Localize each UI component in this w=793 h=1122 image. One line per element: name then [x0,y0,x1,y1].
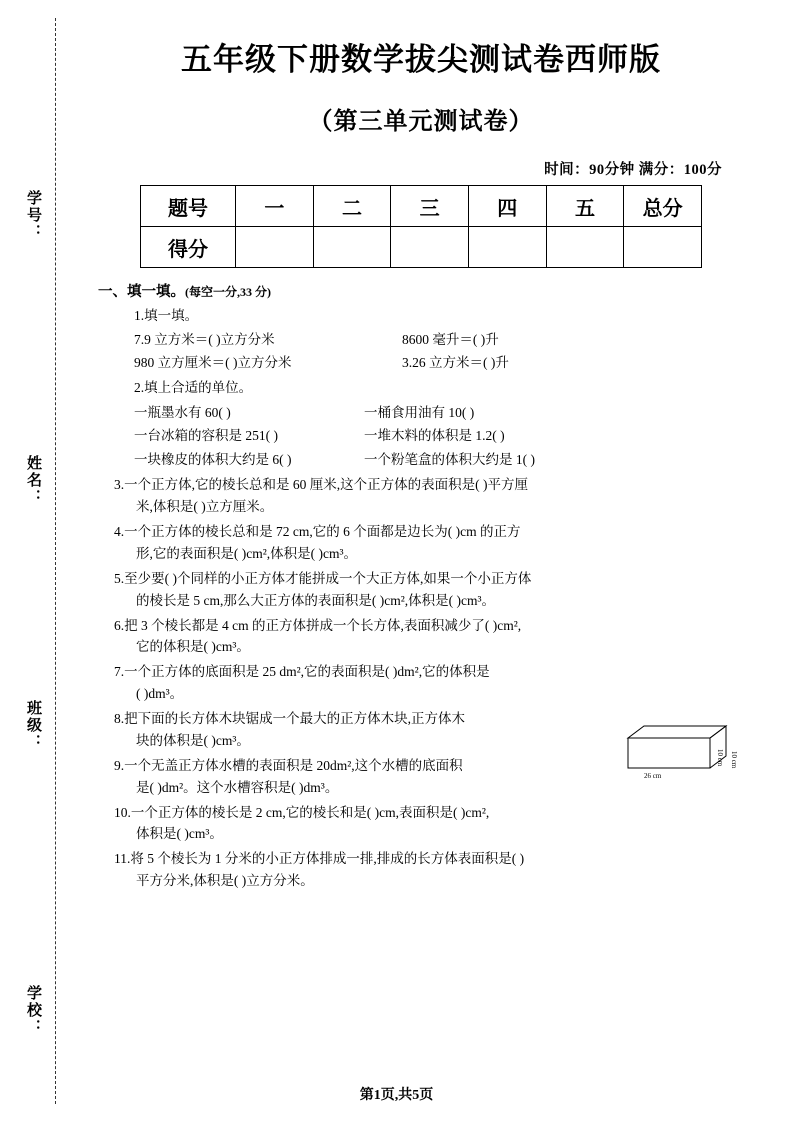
question-10 [114,802,756,846]
question-2-item: 一台冰箱的容积是 251( ) [134,428,278,444]
side-label-student-id: 学号： [25,190,41,241]
score-table-cell: 三 [391,186,469,227]
question-4-line-1: 4.一个正方体的棱长总和是 72 cm,它的 6 个面都是边长为( )cm 的正方 [114,524,521,540]
question-4 [114,521,756,565]
question-1-item: 8600 毫升＝( )升 [402,331,499,347]
question-7 [114,661,756,705]
score-table-cell: 一 [236,186,314,227]
figure-bottom-label: 26 cm [644,772,662,780]
page-footer: 第1页,共5页 [359,1088,434,1103]
question-8-line-1: 8.把下面的长方体木块锯成一个最大的正方体木块,正方体木 [114,711,465,727]
side-label-school: 学校： [25,985,41,1036]
page-subtitle: （第三单元测试卷） [308,109,534,135]
question-6 [114,615,756,659]
table-row [141,186,702,227]
question-2-item: 一桶食用油有 10( ) [364,404,475,420]
question-11 [114,848,756,892]
question-1-label: 1.填一填。 [134,308,199,323]
question-1-row-1 [134,329,756,352]
question-11-line-1: 11.将 5 个棱长为 1 分米的小正方体排成一排,排成的长方体表面积是( ) [114,851,525,867]
figure-right-label: 10 cm [730,750,738,768]
side-label-name: 姓名： [25,455,41,506]
question-5-line-1: 5.至少要( )个同样的小正方体才能拼成一个大正方体,如果一个小正方体 [114,570,532,586]
question-1-item: 7.9 立方米＝( )立方分米 [134,331,275,347]
question-1-row-2 [134,352,756,375]
side-label-class: 班级： [25,700,41,751]
score-input-cell[interactable] [624,227,702,268]
question-8-line-2: 块的体积是( )cm³。 [136,732,250,748]
question-1-item: 980 立方厘米＝( )立方分米 [134,354,292,370]
question-2-item: 一瓶墨水有 60( ) [134,404,231,420]
question-2-row-2 [134,424,756,448]
question-9-line-2: 是( )dm²。这个水槽容积是( )dm³。 [136,779,339,795]
section-heading-text: 一、填一填。 [98,284,185,300]
question-3-line-2: 米,体积是( )立方厘米。 [136,499,274,515]
score-table-cell: 题号 [141,186,236,227]
question-9-line-1: 9.一个无盖正方体水槽的表面积是 20dm²,这个水槽的底面积 [114,757,463,773]
question-10-line-2: 体积是( )cm³。 [136,826,223,842]
question-2-label: 2.填上合适的单位。 [134,379,253,395]
score-input-cell[interactable] [391,227,469,268]
fold-line-decoration [55,18,56,1104]
question-6-line-1: 6.把 3 个棱长都是 4 cm 的正方体拼成一个长方体,表面积减少了( )cm², [114,617,522,633]
figure-right-label-2: 10 cm [716,748,724,766]
question-5 [114,568,756,612]
question-4-line-2: 形,它的表面积是( )cm²,体积是( )cm³。 [136,546,358,562]
question-5-line-2: 的棱长是 5 cm,那么大正方体的表面积是( )cm²,体积是( )cm³。 [136,592,496,608]
page-content [86,0,756,895]
score-table-cell: 五 [546,186,624,227]
cuboid-figure [624,722,738,780]
question-10-line-1: 10.一个正方体的棱长是 2 cm,它的棱长和是( )cm,表面积是( )cm², [114,804,490,820]
page-title: 五年级下册数学拔尖测试卷西师版 [181,42,661,77]
score-input-cell[interactable] [313,227,391,268]
score-input-cell[interactable] [546,227,624,268]
question-2-item: 一块橡皮的体积大约是 6( ) [134,451,292,467]
score-table [140,185,702,268]
score-table-cell: 总分 [624,186,702,227]
question-11-line-2: 平方分米,体积是( )立方分米。 [136,873,314,889]
question-6-line-2: 它的体积是( )cm³。 [136,639,250,655]
exam-meta: 时间：90分钟 满分：100分 [544,162,722,178]
score-table-cell: 得分 [141,227,236,268]
question-7-line-2: ( )dm³。 [136,686,184,702]
question-3 [114,474,756,518]
section-heading-one [98,280,756,301]
question-2-item: 一堆木料的体积是 1.2( ) [364,428,505,444]
table-row [141,227,702,268]
question-1-item: 3.26 立方米＝( )升 [402,354,509,370]
question-3-line-1: 3.一个正方体,它的棱长总和是 60 厘米,这个正方体的表面积是( )平方厘 [114,477,528,493]
score-table-cell: 二 [313,186,391,227]
score-input-cell[interactable] [468,227,546,268]
section-heading-note: (每空一分,33 分) [185,285,271,299]
question-2-item: 一个粉笔盒的体积大约是 1( ) [364,451,535,467]
question-2-row-1 [134,401,756,425]
question-2-row-3 [134,448,756,472]
score-table-cell: 四 [468,186,546,227]
score-input-cell[interactable] [236,227,314,268]
question-7-line-1: 7.一个正方体的底面积是 25 dm²,它的表面积是( )dm²,它的体积是 [114,664,490,680]
